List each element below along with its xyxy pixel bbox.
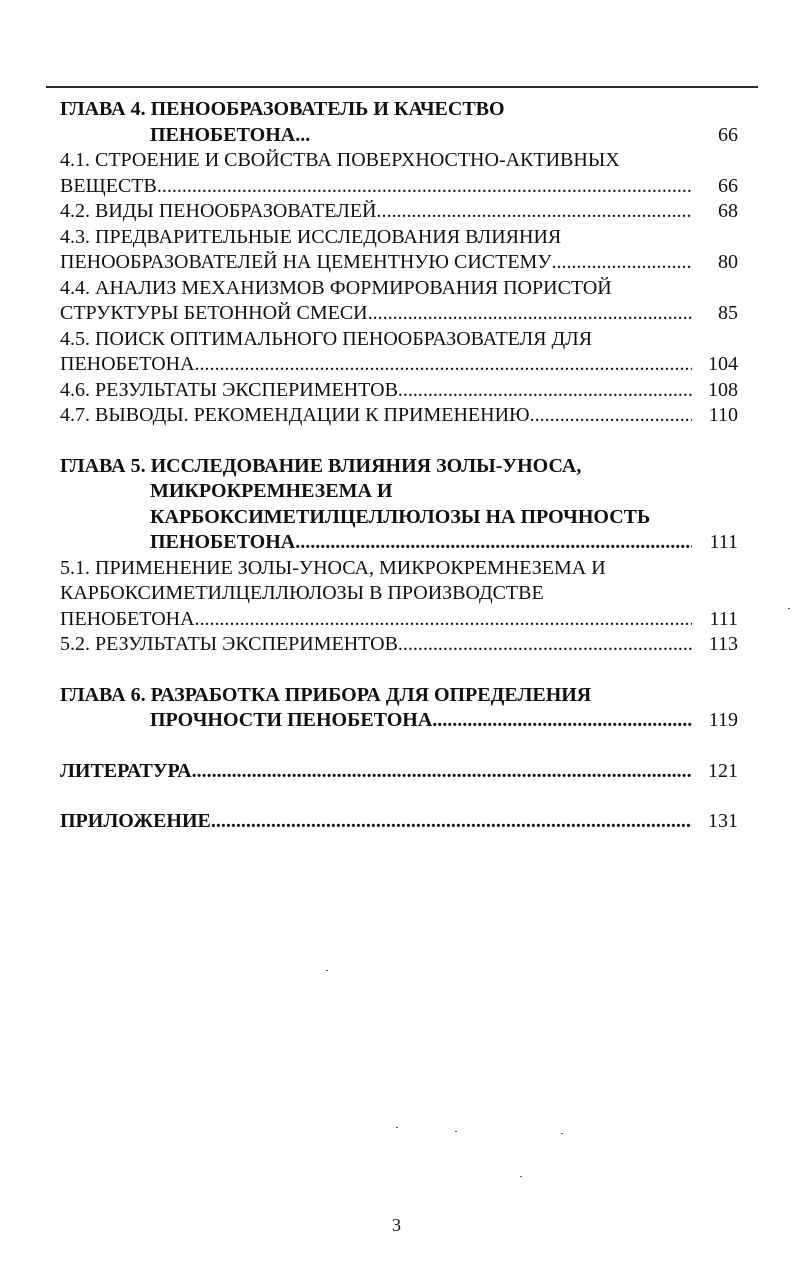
toc-item-4-4-page: 85: [718, 302, 738, 324]
chapter-5-title-line4: ПЕНОБЕТОНА: [150, 531, 296, 553]
toc-item-4-7-title: 4.7. ВЫВОДЫ. РЕКОМЕНДАЦИИ К ПРИМЕНЕНИЮ: [60, 404, 530, 426]
table-of-contents: [60, 97, 738, 835]
chapter-5-title-3: [60, 505, 738, 531]
toc-item-4-1-page: 66: [718, 174, 738, 197]
scan-speck: [455, 1131, 457, 1132]
toc-entry-5-2[interactable]: [60, 632, 738, 658]
leader-dots: [195, 352, 692, 378]
toc-entry-4-2[interactable]: [60, 199, 738, 225]
spacer: [60, 429, 738, 454]
scan-speck: [788, 608, 790, 609]
toc-item-4-1-line1: 4.1. СТРОЕНИЕ И СВОЙСТВА ПОВЕРХНОСТНО-АКТИВНЫХ: [60, 149, 620, 171]
leader-dots: [398, 632, 692, 658]
toc-entry-4-7[interactable]: [60, 403, 738, 429]
toc-item-4-1-line2: ВЕЩЕСТВ: [60, 174, 157, 197]
chapter-5-title-2: [60, 479, 738, 505]
spacer: [60, 734, 738, 759]
scan-speck: [396, 1127, 398, 1128]
literature-page: 121: [708, 759, 738, 782]
chapter-6-title: [60, 683, 738, 709]
toc-item-4-5-page: 104: [708, 353, 738, 375]
toc-item-4-3-page: 80: [718, 251, 738, 273]
chapter-6-page: 119: [708, 709, 738, 731]
literature-entry[interactable]: [60, 759, 738, 785]
toc-item-5-1-page: 111: [709, 607, 738, 630]
scan-speck: [561, 1133, 563, 1134]
toc-entry-4-4[interactable]: [60, 301, 738, 327]
toc-item-4-3-line1: 4.3. ПРЕДВАРИТЕЛЬНЫЕ ИССЛЕДОВАНИЯ ВЛИЯНИЯ: [60, 225, 562, 248]
chapter-5-entry[interactable]: [60, 530, 738, 556]
leader-dots: [211, 809, 692, 835]
leader-dots: [530, 403, 692, 429]
toc-item-4-7-page: 110: [708, 404, 738, 426]
leader-dots: [368, 301, 692, 327]
toc-item-4-2-page: 68: [718, 200, 738, 222]
literature-title: ЛИТЕРАТУРА: [60, 759, 192, 782]
toc-item-5-2-title: 5.2. РЕЗУЛЬТАТЫ ЭКСПЕРИМЕНТОВ: [60, 633, 398, 655]
toc-item-4-1: [60, 148, 738, 174]
chapter-5-title: [60, 454, 738, 480]
toc-entry-4-1[interactable]: [60, 174, 738, 200]
leader-dots: [376, 199, 692, 225]
toc-item-5-1-line2: КАРБОКСИМЕТИЛЦЕЛЛЮЛОЗЫ В ПРОИЗВОДСТВЕ: [60, 582, 544, 604]
leader-dots: [432, 708, 692, 734]
toc-entry-4-6[interactable]: [60, 378, 738, 404]
chapter-4-page: 66: [718, 123, 738, 146]
chapter-4-entry[interactable]: [60, 123, 738, 149]
toc-item-5-1-line1: 5.1. ПРИМЕНЕНИЕ ЗОЛЫ-УНОСА, МИКРОКРЕМНЕЗЕМА И: [60, 556, 606, 579]
chapter-6-title-line2: ПРОЧНОСТИ ПЕНОБЕТОНА: [150, 709, 433, 731]
appendix-title: ПРИЛОЖЕНИЕ: [60, 810, 211, 832]
chapter-5-title-line3: КАРБОКСИМЕТИЛЦЕЛЛЮЛОЗЫ НА ПРОЧНОСТЬ: [150, 505, 651, 528]
page-number: 3: [392, 1215, 401, 1235]
toc-item-4-5-line1: 4.5. ПОИСК ОПТИМАЛЬНОГО ПЕНООБРАЗОВАТЕЛЯ ДЛЯ: [60, 327, 593, 350]
toc-item-4-2-title: 4.2. ВИДЫ ПЕНООБРАЗОВАТЕЛЕЙ: [60, 200, 377, 222]
chapter-4-title-line1: ГЛАВА 4. ПЕНООБРАЗОВАТЕЛЬ И КАЧЕСТВО: [60, 98, 505, 120]
appendix-page: 131: [708, 810, 738, 832]
leader-dots: [192, 759, 692, 785]
toc-item-4-5-line2: ПЕНОБЕТОНА: [60, 353, 195, 375]
toc-entry-5-1[interactable]: [60, 607, 738, 633]
scan-speck: [326, 970, 328, 971]
appendix-entry[interactable]: [60, 809, 738, 835]
toc-item-5-1: [60, 556, 738, 582]
scan-speck: [520, 1176, 522, 1177]
toc-item-4-4: [60, 276, 738, 302]
toc-item-5-2-page: 113: [708, 633, 738, 655]
toc-item-4-4-line2: СТРУКТУРЫ БЕТОННОЙ СМЕСИ: [60, 302, 368, 324]
chapter-5-title-line1: ГЛАВА 5. ИССЛЕДОВАНИЕ ВЛИЯНИЯ ЗОЛЫ-УНОСА,: [60, 454, 582, 477]
toc-item-4-4-line1: 4.4. АНАЛИЗ МЕХАНИЗМОВ ФОРМИРОВАНИЯ ПОРИСТОЙ: [60, 276, 612, 299]
toc-item-4-3-line2: ПЕНООБРАЗОВАТЕЛЕЙ НА ЦЕМЕНТНУЮ СИСТЕМУ: [60, 251, 552, 273]
toc-item-4-3: [60, 225, 738, 251]
leader-dots: [398, 378, 692, 404]
spacer: [60, 658, 738, 683]
chapter-6-entry[interactable]: [60, 708, 738, 734]
leader-dots: [551, 250, 692, 276]
leader-dots: [157, 174, 692, 200]
chapter-6-title-line1: ГЛАВА 6. РАЗРАБОТКА ПРИБОРА ДЛЯ ОПРЕДЕЛЕНИЯ: [60, 683, 592, 706]
toc-item-4-6-page: 108: [708, 378, 738, 401]
toc-item-5-1-b: [60, 581, 738, 607]
toc-entry-4-3[interactable]: [60, 250, 738, 276]
toc-entry-4-5[interactable]: [60, 352, 738, 378]
toc-item-5-1-line3: ПЕНОБЕТОНА: [60, 607, 195, 630]
chapter-4-title: [60, 97, 738, 123]
chapter-5-page: 111: [709, 531, 738, 553]
top-rule: [46, 86, 758, 88]
leader-dots: [195, 607, 692, 633]
leader-dots: [295, 530, 692, 556]
toc-item-4-5: [60, 327, 738, 353]
spacer: [60, 784, 738, 809]
chapter-5-title-line2: МИКРОКРЕМНЕЗЕМА И: [150, 480, 393, 502]
toc-item-4-6-title: 4.6. РЕЗУЛЬТАТЫ ЭКСПЕРИМЕНТОВ: [60, 378, 398, 401]
chapter-4-title-line2: ПЕНОБЕТОНА...: [150, 123, 311, 146]
